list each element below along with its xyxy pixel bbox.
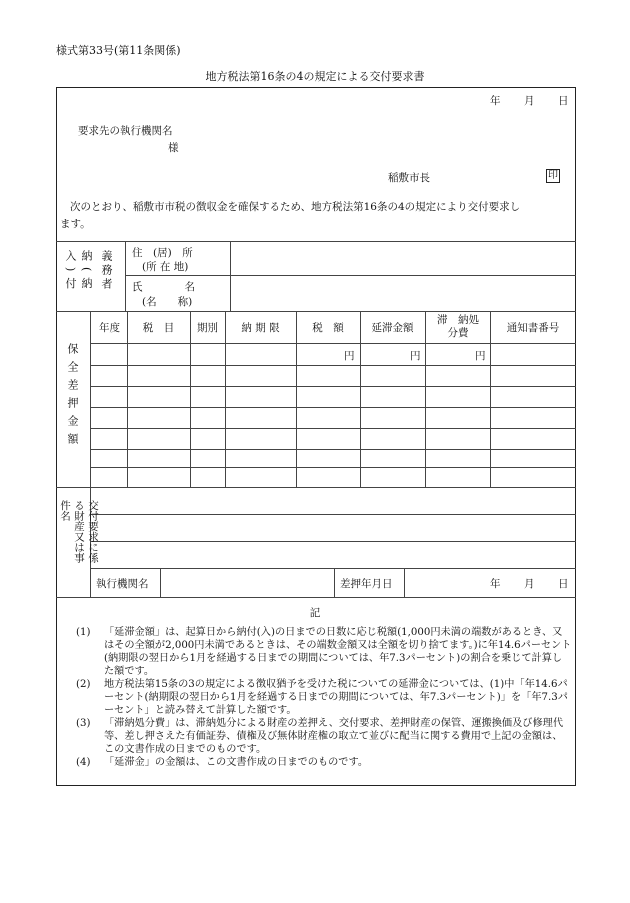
seizure-year: 年 (490, 578, 501, 590)
rule (56, 241, 576, 242)
document-title: 地方税法第16条の4の規定による交付要求書 (205, 70, 425, 83)
rule (90, 386, 576, 387)
rule (230, 241, 231, 311)
rule (404, 568, 405, 597)
notes-heading: 記 (309, 607, 321, 619)
note-item (76, 717, 572, 756)
header-tax-item: 税 目 (142, 322, 175, 334)
rule (160, 568, 161, 597)
note-text: 「延滞金額」は、起算日から納付(入)の日までの日数に応じ税額(1,000円未満の端数があるとき、又はその全額が2,000円未満であるときは、その端数金額又は全額を切り捨てます。)に年14.6パーセント(納期限の翌日から1月を経過する日までの期間については、年7.3パーセント)の割合を乗じて計算した額です。 (104, 627, 572, 677)
seizure-date-label: 差押年月日 (340, 578, 393, 590)
name-sub-label: (名 称) (142, 296, 193, 308)
rule (90, 514, 576, 515)
agency-label: 執行機関名 (96, 578, 149, 590)
unit-yen-tax: 円 (344, 350, 355, 362)
rule (90, 428, 576, 429)
header-tax-amount: 税 額 (312, 322, 344, 334)
rule (56, 597, 576, 598)
unit-yen-cost: 円 (475, 350, 486, 362)
rule (125, 275, 576, 276)
date-year: 年 (490, 95, 501, 107)
taxpayer-side-label: 納(納入)付 (64, 250, 93, 295)
rule (425, 311, 426, 487)
unit-yen-late: 円 (410, 350, 421, 362)
note-text: 「延滞金」の金額は、この文書作成の日までのものです。 (104, 757, 369, 768)
address-sub-label: (所 在 地) (142, 261, 189, 273)
note-number: (3) (76, 718, 91, 729)
rule (127, 311, 128, 487)
intro-line-2: ます。 (60, 218, 91, 230)
note-text: 地方税法第15条の3の規定による徴収猶予を受けた税についての延滞金については、(1)中「年14.6パーセント(納期限の翌日から1月を経過する日までの期間については、年7.3パーセント)」を「年7.3パーセント」と読み替えて計算した額です。 (104, 679, 568, 716)
note-text: 「滞納処分費」は、滞納処分による財産の差押え、交付要求、差押財産の保管、運搬換価及び修理代等、差し押さえた有価証券、債権及び無体財産権の取立て並びに配当に関する費用で上記の金額は、この文書作成の日までのものです。 (104, 718, 564, 755)
note-number: (2) (76, 679, 91, 690)
note-number: (1) (76, 627, 91, 638)
property-side-label: 交付要求に係る財産又は事件名 (59, 500, 99, 563)
seizure-month: 月 (524, 578, 535, 590)
header-due-date: 納 期 限 (241, 322, 280, 334)
amounts-side-label: 保全差押金額 (66, 343, 79, 451)
obligor-label: 義務者 (100, 250, 113, 292)
note-item (76, 678, 572, 717)
rule (90, 365, 576, 366)
rule (56, 487, 576, 488)
recipient-label: 要求先の執行機関名 (78, 125, 173, 137)
rule (360, 311, 361, 487)
rule (90, 541, 576, 542)
rule (490, 311, 491, 487)
seizure-day: 日 (558, 578, 569, 590)
rule (190, 311, 191, 487)
rule (90, 467, 576, 468)
header-notice-number: 通知書番号 (506, 322, 560, 334)
rule (90, 449, 576, 450)
header-year: 年度 (99, 322, 120, 334)
rule (90, 407, 576, 408)
rule (334, 568, 335, 597)
notes-list (76, 626, 572, 769)
address-label: 住 (居) 所 (132, 247, 193, 259)
header-late-fee: 延滞金額 (371, 322, 414, 334)
date-month: 月 (524, 95, 535, 107)
issuer-name: 稲敷市長 (388, 172, 430, 184)
seal-mark (546, 169, 560, 183)
note-item (76, 756, 572, 769)
seal-stamp-icon: 印 (548, 170, 558, 181)
header-period: 期別 (197, 322, 218, 334)
recipient-honorific: 様 (168, 142, 179, 154)
date-day: 日 (558, 95, 569, 107)
note-item (76, 626, 572, 678)
rule (56, 311, 576, 312)
name-label: 氏 名 (132, 281, 195, 293)
rule (225, 311, 226, 487)
rule (90, 343, 576, 344)
header-disposition-cost: 滞 納処分費 (437, 314, 479, 339)
note-number: (4) (76, 757, 91, 768)
rule (90, 568, 576, 569)
rule (125, 241, 126, 311)
rule (296, 311, 297, 487)
form-number: 様式第33号(第11条関係) (56, 44, 181, 57)
intro-line-1: 次のとおり、稲敷市市税の徴収金を確保するため、地方税法第16条の4の規定により交付要求し (70, 201, 521, 213)
